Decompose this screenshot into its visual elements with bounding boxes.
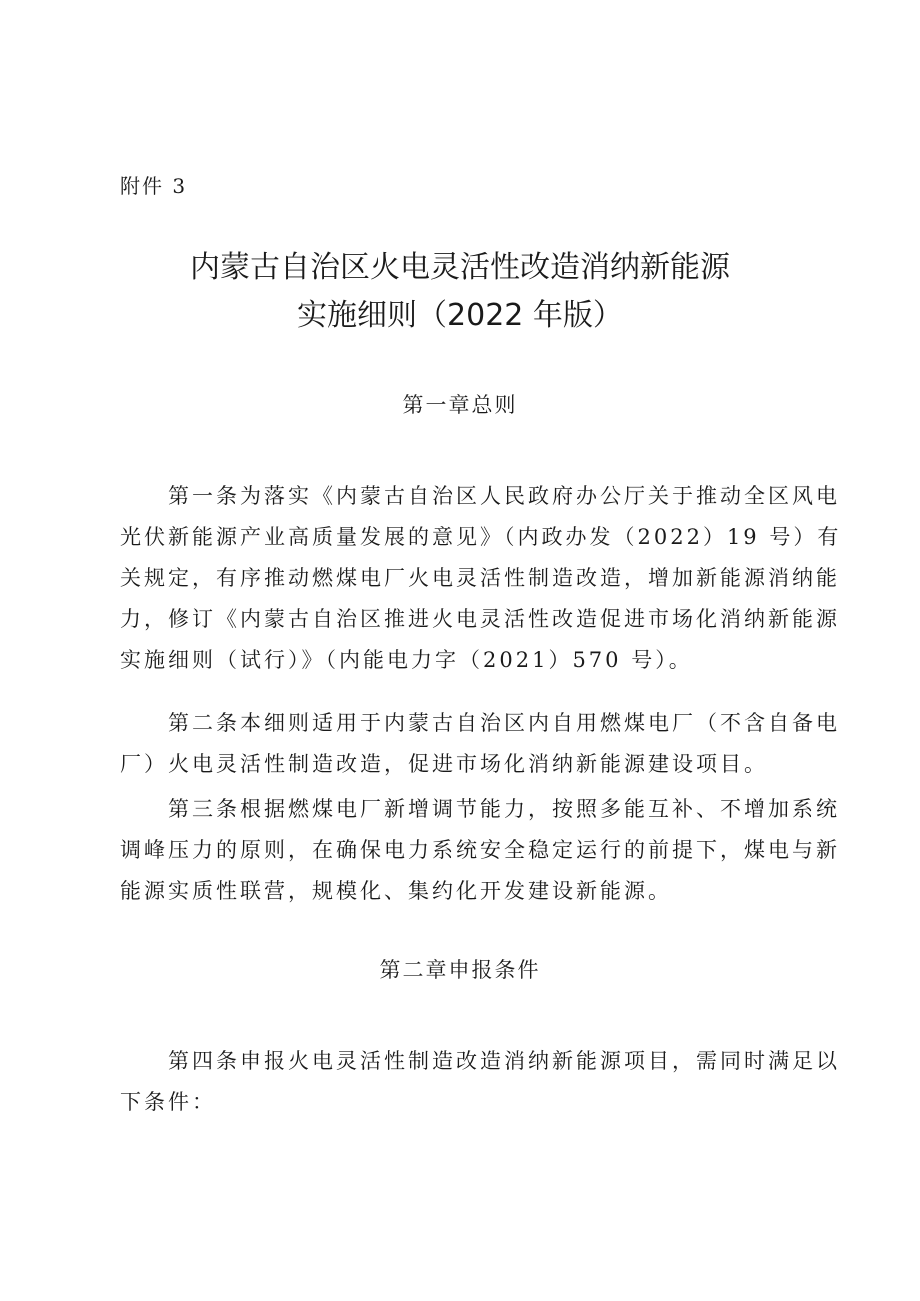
article-4 <box>120 1041 840 1123</box>
attachment-label: 附件 3 <box>120 174 188 198</box>
article-1 <box>120 476 842 681</box>
article-1-line-1: 第一条为落实《内蒙古自治区人民政府办公厅关于推动全区风电 <box>168 484 840 508</box>
article-2 <box>120 703 840 785</box>
article-3-line-2: 调峰压力的原则，在确保电力系统安全稳定运行的前提下，煤电与新 <box>120 838 840 862</box>
article-2-line-2: 厂）火电灵活性制造改造，促进市场化消纳新能源建设项目。 <box>120 752 768 776</box>
article-3-line-3: 能源实质性联营，规模化、集约化开发建设新能源。 <box>120 879 672 903</box>
article-1-line-2: 光伏新能源产业高质量发展的意见》（内政办发（2022）19 号）有 <box>120 525 842 549</box>
article-1-line-4: 力，修订《内蒙古自治区推进火电灵活性改造促进市场化消纳新能源 <box>120 607 840 631</box>
title-line-1: 内蒙古自治区火电灵活性改造消纳新能源 <box>190 250 730 285</box>
article-3-line-1: 第三条根据燃煤电厂新增调节能力，按照多能互补、不增加系统 <box>168 797 840 821</box>
article-3 <box>120 789 840 912</box>
article-1-line-3: 关规定，有序推动燃煤电厂火电灵活性制造改造，增加新能源消纳能 <box>120 566 840 590</box>
article-4-line-1: 第四条申报火电灵活性制造改造消纳新能源项目，需同时满足以 <box>168 1049 840 1073</box>
chapter-1-heading: 第一章总则 <box>402 393 518 417</box>
chapter-2-heading: 第二章申报条件 <box>379 958 541 982</box>
title-line-2: 实施细则（2022 年版） <box>297 298 623 333</box>
document-title <box>0 244 920 340</box>
article-1-line-5: 实施细则（试行）》（内能电力字（2021）570 号）。 <box>120 648 693 672</box>
article-4-line-2: 下条件： <box>120 1090 216 1114</box>
article-2-line-1: 第二条本细则适用于内蒙古自治区内自用燃煤电厂（不含自备电 <box>168 711 840 735</box>
